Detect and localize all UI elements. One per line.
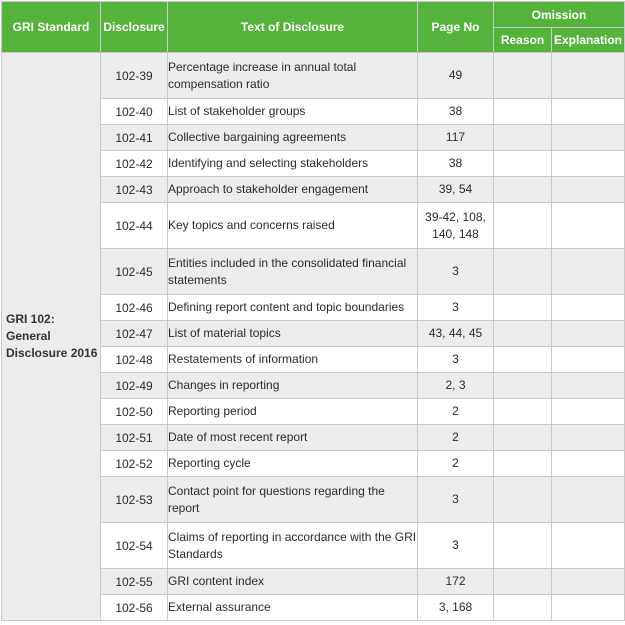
- disclosure-text: External assurance: [168, 595, 418, 621]
- omission-reason: [494, 295, 552, 321]
- disclosure-text: Reporting period: [168, 399, 418, 425]
- omission-reason: [494, 477, 552, 523]
- disclosure-text: Reporting cycle: [168, 451, 418, 477]
- disclosure-code: 102-45: [101, 249, 168, 295]
- page-number: 3: [418, 347, 494, 373]
- omission-reason: [494, 347, 552, 373]
- page-number: 172: [418, 569, 494, 595]
- omission-reason: [494, 203, 552, 249]
- omission-reason: [494, 425, 552, 451]
- page-number: 38: [418, 151, 494, 177]
- disclosure-code: 102-49: [101, 373, 168, 399]
- header-page-no: Page No: [418, 2, 494, 53]
- disclosure-text: Date of most recent report: [168, 425, 418, 451]
- page-number: 2, 3: [418, 373, 494, 399]
- disclosure-code: 102-50: [101, 399, 168, 425]
- gri-standard-cell: GRI 102: General Disclosure 2016: [2, 53, 101, 621]
- disclosure-code: 102-41: [101, 125, 168, 151]
- omission-explanation: [552, 99, 625, 125]
- disclosure-text: Claims of reporting in accordance with the GRI Standards: [168, 523, 418, 569]
- disclosure-code: 102-40: [101, 99, 168, 125]
- disclosure-text: Percentage increase in annual total compensation ratio: [168, 53, 418, 99]
- table-body: [2, 53, 625, 621]
- omission-explanation: [552, 399, 625, 425]
- page-number: 39, 54: [418, 177, 494, 203]
- omission-reason: [494, 399, 552, 425]
- page-number: 2: [418, 425, 494, 451]
- page-number: 3, 168: [418, 595, 494, 621]
- header-gri-standard: GRI Standard: [2, 2, 101, 53]
- disclosure-code: 102-53: [101, 477, 168, 523]
- page-number: 2: [418, 399, 494, 425]
- page-number: 3: [418, 523, 494, 569]
- omission-explanation: [552, 53, 625, 99]
- table-row: [2, 53, 625, 99]
- page-number: 3: [418, 477, 494, 523]
- page-number: 43, 44, 45: [418, 321, 494, 347]
- disclosure-code: 102-44: [101, 203, 168, 249]
- disclosure-code: 102-47: [101, 321, 168, 347]
- omission-explanation: [552, 523, 625, 569]
- omission-explanation: [552, 595, 625, 621]
- disclosure-text: Contact point for questions regarding the report: [168, 477, 418, 523]
- disclosure-text: Defining report content and topic boundaries: [168, 295, 418, 321]
- disclosure-code: 102-51: [101, 425, 168, 451]
- page-number: 39-42, 108, 140, 148: [418, 203, 494, 249]
- header-disclosure: Disclosure: [101, 2, 168, 53]
- disclosure-code: 102-56: [101, 595, 168, 621]
- disclosure-code: 102-52: [101, 451, 168, 477]
- page-number: 3: [418, 295, 494, 321]
- omission-reason: [494, 569, 552, 595]
- disclosure-text: GRI content index: [168, 569, 418, 595]
- disclosure-text: Approach to stakeholder engagement: [168, 177, 418, 203]
- header-explanation: Explanation: [552, 28, 625, 53]
- omission-reason: [494, 249, 552, 295]
- header-reason: Reason: [494, 28, 552, 53]
- gri-index-table: [1, 1, 625, 621]
- disclosure-code: 102-54: [101, 523, 168, 569]
- disclosure-code: 102-48: [101, 347, 168, 373]
- omission-explanation: [552, 477, 625, 523]
- disclosure-text: Changes in reporting: [168, 373, 418, 399]
- page-number: 2: [418, 451, 494, 477]
- page-number: 117: [418, 125, 494, 151]
- page-number: 3: [418, 249, 494, 295]
- header-text-of-disclosure: Text of Disclosure: [168, 2, 418, 53]
- omission-explanation: [552, 347, 625, 373]
- disclosure-code: 102-46: [101, 295, 168, 321]
- disclosure-code: 102-55: [101, 569, 168, 595]
- omission-reason: [494, 595, 552, 621]
- omission-explanation: [552, 125, 625, 151]
- omission-reason: [494, 373, 552, 399]
- omission-reason: [494, 151, 552, 177]
- omission-explanation: [552, 295, 625, 321]
- disclosure-text: Key topics and concerns raised: [168, 203, 418, 249]
- disclosure-text: Collective bargaining agreements: [168, 125, 418, 151]
- disclosure-text: List of material topics: [168, 321, 418, 347]
- omission-explanation: [552, 249, 625, 295]
- omission-explanation: [552, 151, 625, 177]
- omission-explanation: [552, 569, 625, 595]
- omission-explanation: [552, 425, 625, 451]
- omission-reason: [494, 523, 552, 569]
- disclosure-text: Identifying and selecting stakeholders: [168, 151, 418, 177]
- disclosure-code: 102-43: [101, 177, 168, 203]
- omission-reason: [494, 125, 552, 151]
- omission-reason: [494, 53, 552, 99]
- disclosure-code: 102-39: [101, 53, 168, 99]
- omission-reason: [494, 177, 552, 203]
- omission-explanation: [552, 451, 625, 477]
- omission-explanation: [552, 203, 625, 249]
- page-number: 49: [418, 53, 494, 99]
- disclosure-code: 102-42: [101, 151, 168, 177]
- omission-reason: [494, 99, 552, 125]
- omission-explanation: [552, 177, 625, 203]
- omission-explanation: [552, 321, 625, 347]
- header-omission: Omission: [494, 2, 625, 28]
- disclosure-text: Entities included in the consolidated financial statements: [168, 249, 418, 295]
- omission-explanation: [552, 373, 625, 399]
- omission-reason: [494, 321, 552, 347]
- omission-reason: [494, 451, 552, 477]
- disclosure-text: Restatements of information: [168, 347, 418, 373]
- page-number: 38: [418, 99, 494, 125]
- disclosure-text: List of stakeholder groups: [168, 99, 418, 125]
